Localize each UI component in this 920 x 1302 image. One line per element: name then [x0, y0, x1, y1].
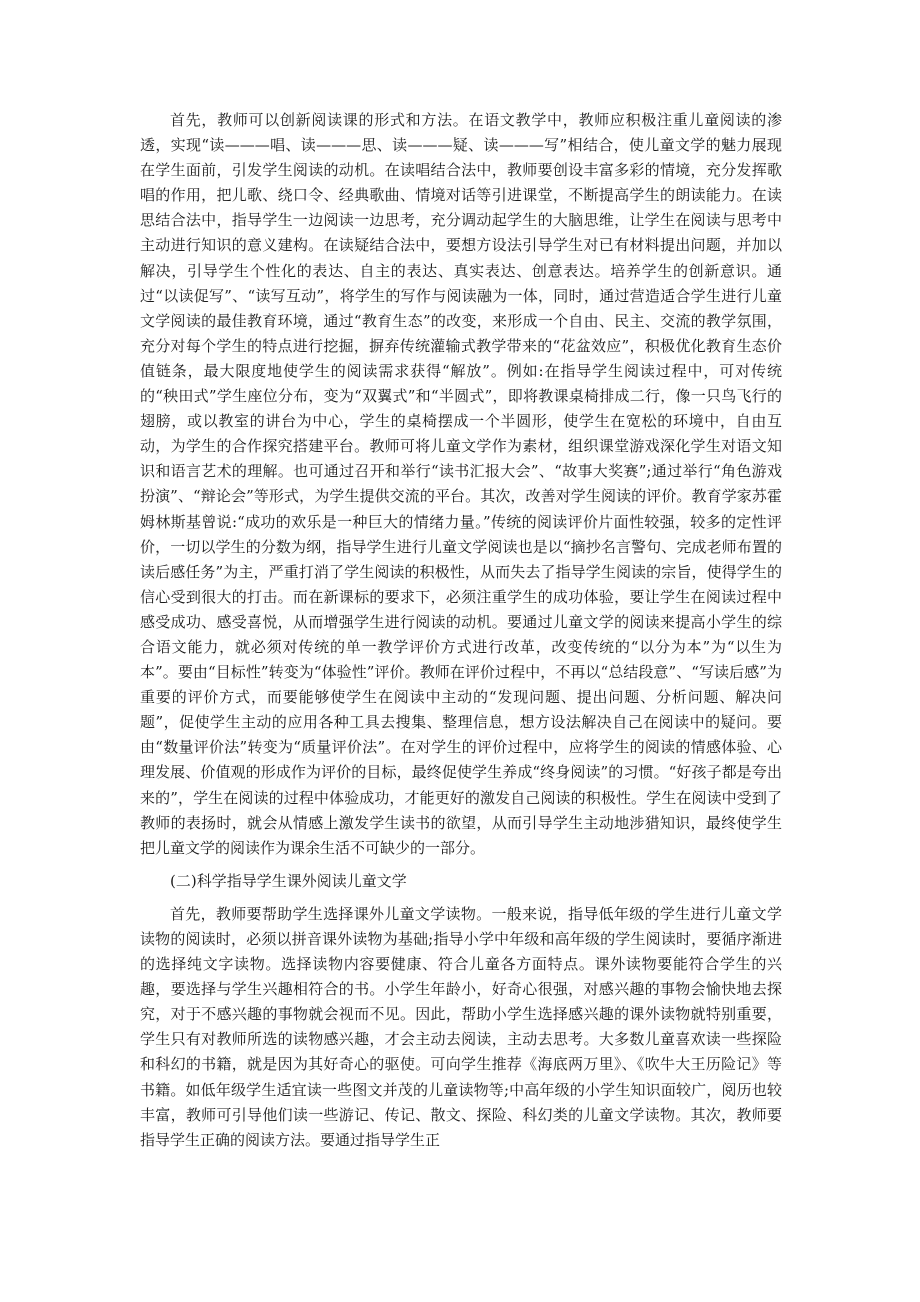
- paragraph-reading-methods: 首先，教师可以创新阅读课的形式和方法。在语文教学中，教师应积极注重儿童阅读的渗透，实现“读———唱、读———思、读———疑、读———写”相结合，使儿童文学的魅力展现在学生面前，引发学生阅读的动机。在读唱结合法中，教师要创设丰富多彩的情境，充分发挥歌唱的作用，把儿歌、绕口令、经典歌曲、情境对话等引进课堂，不断提高学生的朗读能力。在读思结合法中，指导学生一边阅读一边思考，充分调动起学生的大脑思维，让学生在阅读与思考中主动进行知识的意义建构。在读疑结合法中，要想方设法引导学生对已有材料提出问题，并加以解决，引导学生个性化的表达、自主的表达、真实表达、创意表达。培养学生的创新意识。通过“以读促写”、“读写互动”，将学生的写作与阅读融为一体，同时，通过营造适合学生进行儿童文学阅读的最佳教育环境，通过“教育生态”的改变，来形成一个自由、民主、交流的教学氛围，充分对每个学生的特点进行挖掘，摒弃传统灌输式教学带来的“花盆效应”，积极优化教育生态价值链条，最大限度地使学生的阅读需求获得“解放”。例如:在指导学生阅读过程中，可对传统的“秧田式”学生座位分布，变为“双翼式”和“半圆式”，即将教课桌椅排成二行，像一只鸟飞行的翅膀，或以教室的讲台为中心，学生的桌椅摆成一个半圆形，使学生在宽松的环境中，自由互动，为学生的合作探究搭建平台。教师可将儿童文学作为素材，组织课堂游戏深化学生对语文知识和语言艺术的理解。也可通过召开和举行“读书汇报大会”、“故事大奖赛”;通过举行“角色游戏扮演”、“辩论会”等形式，为学生提供交流的平台。其次，改善对学生阅读的评价。教育学家苏霍姆林斯基曾说:“成功的欢乐是一种巨大的情绪力量。”传统的阅读评价片面性较强，较多的定性评价，一切以学生的分数为纲，指导学生进行儿童文学阅读也是以“摘抄名言警句、完成老师布置的读后感任务”为主，严重打消了学生阅读的积极性，从而失去了指导学生阅读的宗旨，使得学生的信心受到很大的打击。而在新课标的要求下，必须注重学生的成功体验，要让学生在阅读过程中感受成功、感受喜悦，从而增强学生进行阅读的动机。要通过儿童文学的阅读来提高小学生的综合语文能力，就必须对传统的单一教学评价方式进行改革，改变传统的“以分为本”为“以生为本”。要由“目标性”转变为“体验性”评价。教师在评价过程中，不再以“总结段意”、“写读后感”为重要的评价方式，而要能够使学生在阅读中主动的“发现问题、提出问题、分析问题、解决问题”，促使学生主动的应用各种工具去搜集、整理信息，想方设法解决自己在阅读中的疑问。要由“数量评价法”转变为“质量评价法”。在对学生的评价过程中，应将学生的阅读的情感体验、心理发展、价值观的形成作为评价的目标，最终促使学生养成“终身阅读”的习惯。“好孩子都是夸出来的”，学生在阅读的过程中体验成功，才能更好的激发自己阅读的积极性。学生在阅读中受到了教师的表扬时，就会从情感上激发学生读书的欲望，从而引导学生主动地涉猎知识，最终使学生把儿童文学的阅读作为课余生活不可缺少的一部分。: [140, 111, 782, 857]
- paragraph-gap: [140, 894, 782, 902]
- paragraph-gap: [140, 861, 782, 869]
- document-body: [140, 108, 782, 1153]
- paragraph-extracurricular-reading: 首先，教师要帮助学生选择课外儿童文学读物。一般来说，指导低年级的学生进行儿童文学读物的阅读时，必须以拼音课外读物为基础;指导小学中年级和高年级的学生阅读时，要循序渐进的选择纯文字读物。选择读物内容要健康、符合儿童各方面特点。课外读物要能符合学生的兴趣，要选择与学生兴趣相符合的书。小学生年龄小，好奇心很强，对感兴趣的事物会愉快地去探究，对于不感兴趣的事物就会视而不见。因此，帮助小学生选择感兴趣的课外读物就特别重要，学生只有对教师所选的读物感兴趣，才会主动去阅读，主动去思考。大多数儿童喜欢读一些探险和科幻的书籍，就是因为其好奇心的驱使。可向学生推荐《海底两万里》、《吹牛大王历险记》等书籍。如低年级学生适宜读一些图文并茂的儿童读物等;中高年级的小学生知识面较广，阅历也较丰富，教师可引导他们读一些游记、传记、散文、探险、科幻类的儿童文学读物。其次，教师要指导学生正确的阅读方法。要通过指导学生正: [140, 904, 782, 1149]
- section-heading: (二)科学指导学生课外阅读儿童文学: [170, 871, 407, 890]
